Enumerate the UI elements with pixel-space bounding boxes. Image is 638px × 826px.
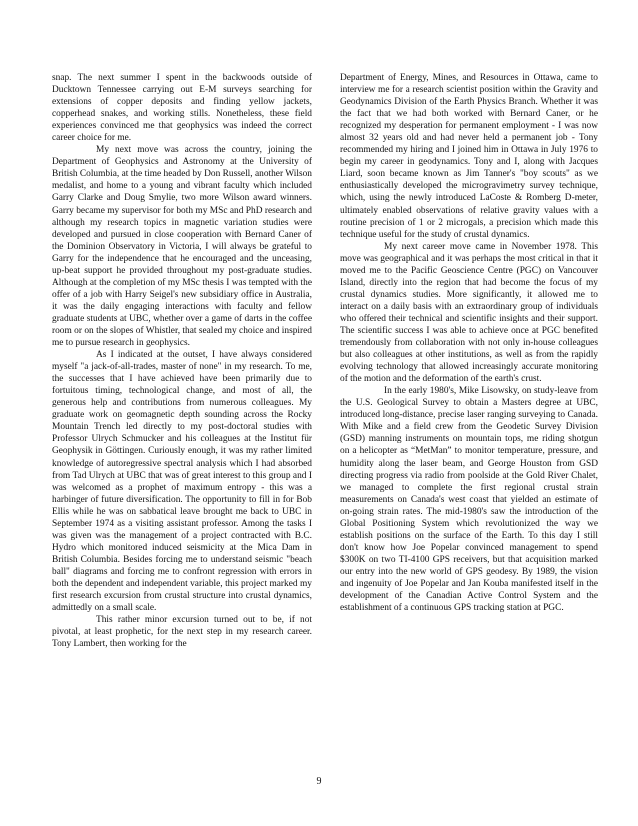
right-text-column [340,72,598,614]
paragraph: Department of Energy, Mines, and Resources in Ottawa, came to interview me for a research scientist position within the Gravity and Geodynamics Division of the Earth Physics Branch. Whether it was the fact that we had both worked with Bernard Caner, or he recognized my desperation for permanent employment - I was now almost 32 years old and had never held a permanent job - Tony recommended my hiring and I joined him in Ottawa in July 1976 to begin my career in geodynamics. Tony and I, along with Jacques Liard, soon became known as Jim Tanner's "boy scouts" as we enthusiastically developed the microgravimetry survey technique, which, using the newly introduced LaCoste & Romberg D-meter, ultimately enabled observations of relative gravity values with a routine precision of 1 or 2 microgals, a precision which made this technique useful for the study of crustal dynamics. [340,73,598,240]
left-text-column [52,72,312,650]
paragraph: snap. The next summer I spent in the backwoods outside of Ducktown Tennessee carrying out E-M surveys searching for extensions of copper deposits and finding yellow jackets, copperhead snakes, and working stills. Nonetheless, these field experiences convinced me that geophysics was indeed the correct career choice for me. [52,73,312,144]
paragraph: As I indicated at the outset, I have always considered myself "a jack-of-all-trades, master of none" in my research. To me, the successes that I have achieved have been primarily due to fortuitous timing, technological change, and most of all, the generous help and contributions from numerous colleagues. My graduate work on geomagnetic depth sounding across the Rocky Mountain Trench led directly to my post-doctoral studies with Professor Ulrych Schmucker and his colleagues at the Institut für Geophysik in Göttingen. Curiously enough, it was my rather limited knowledge of autoregressive spectral analysis which I had absorbed from Tad Ulrych at UBC that was of great interest to this group and I was welcomed as a prophet of maximum entropy - this was a harbinger of future diversification. The opportunity to fill in for Bob Ellis while he was on sabbatical leave brought me back to UBC in September 1974 as a visiting assistant professor. Among the tasks I was given was the management of a project contracted with B.C. Hydro which monitored induced seismicity at the Mica Dam in British Columbia. Besides forcing me to understand seismic "beach ball" diagrams and forcing me to confront regression with errors in both the dependent and independent variable, this project marked my first research excursion from crustal structure into crustal dynamics, admittedly on a small scale. [52,350,312,614]
page-number: 9 [316,776,322,787]
paragraph: This rather minor excursion turned out to be, if not pivotal, at least prophetic, for the next step in my research career. Tony Lambert, then working for the [52,615,312,650]
paragraph: My next move was across the country, joining the Department of Geophysics and Astronomy at the University of British Columbia, at the time headed by Don Russell, another Wilson medalist, and home to a young and vibrant faculty which included Garry Clarke and Doug Smylie, two more Wilson award winners. Garry became my supervisor for both my MSc and PhD research and although my research topics in magnetic variation studies were developed and pursued in close cooperation with Bernard Caner of the Dominion Observatory in Victoria, I will always be grateful to Garry for the independence that he encouraged and the unceasing, up-beat support he provided throughout my post-graduate studies. Although at the completion of my MSc thesis I was tempted with the offer of a job with Harry Seigel's new subsidiary office in Australia, it was the daily engaging interactions with faculty and fellow graduate students at UBC, whether over a game of darts in the coffee room or on the slopes of Whistler, that sealed my choice and inspired me to pursue research in geophysics. [52,145,312,349]
paragraph: In the early 1980's, Mike Lisowsky, on study-leave from the U.S. Geological Survey to obtain a Masters degree at UBC, introduced long-distance, precise laser ranging surveying to Canada. With Mike and a field crew from the Geodetic Survey Division (GSD) manning instruments on mountain tops, me riding shotgun on a helicopter as “MetMan” to monitor temperature, pressure, and humidity along the laser beam, and George Houston from GSD directing progress via radio from poolside at the Gold River Chalet, we managed to complete the first regional crustal strain measurements on Canada's west coast that yielded an estimate of on-going strain rates. The mid-1980's saw the introduction of the Global Positioning System which revolutionized the way we establish positions on the surface of the Earth. To this day I still don't know how Joe Popelar convinced management to spend $300K on two TI-4100 GPS receivers, but that acquisition marked our entry into the new world of GPS geodesy. By 1989, the vision and ingenuity of Joe Popelar and Jan Kouba manifested itself in the development of the Canadian Active Control System and the establishment of a continuous GPS tracking station at PGC. [340,386,598,614]
paragraph: My next career move came in November 1978. This move was geographical and it was perhaps the most critical in that it moved me to the Pacific Geoscience Centre (PGC) on Vancouver Island, directly into the region that had become the focus of my crustal dynamics studies. More significantly, it allowed me to interact on a daily basis with an extraordinary group of individuals who offered their technical and scientific insights and their support. The scientific success I was able to achieve once at PGC benefited tremendously from collaboration with not only in-house colleagues but also colleagues at other institutions, as well as from the rapidly evolving technology that allowed increasingly accurate monitoring of the motion and the deformation of the earth's crust. [340,241,598,385]
